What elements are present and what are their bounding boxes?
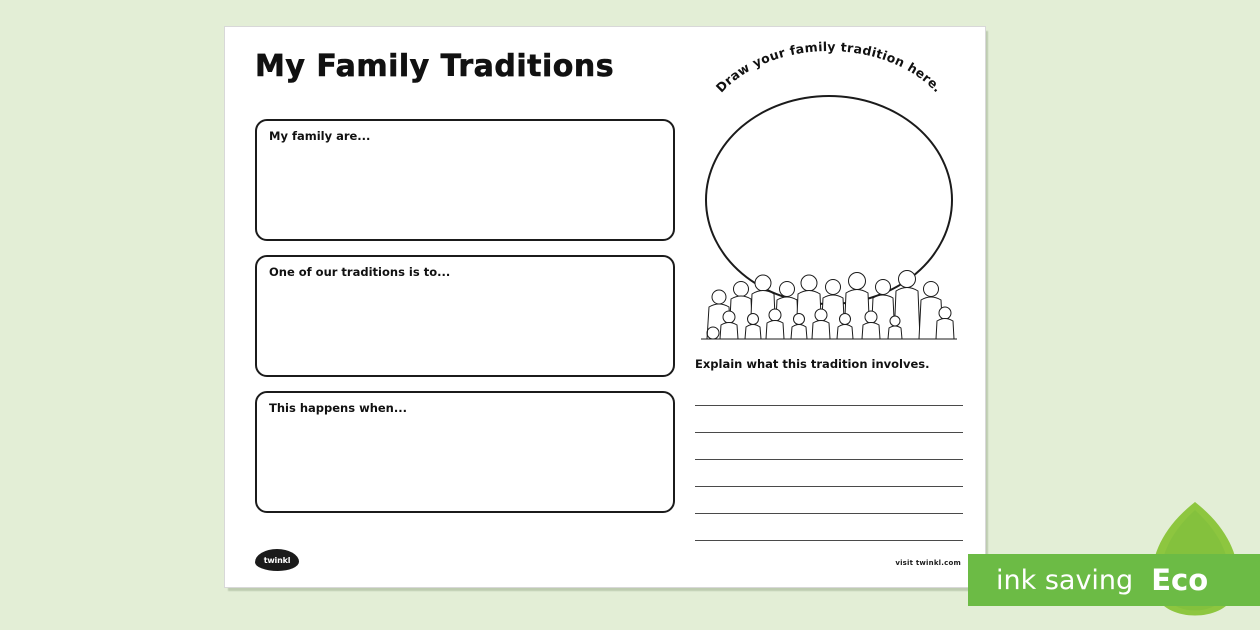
eco-badge-text: ink saving [996,564,1134,596]
answer-box-when[interactable] [255,391,675,513]
svg-text:Draw your family tradition her [713,39,946,95]
prompt-label-family: My family are... [269,129,371,143]
prompt-label-when: This happens when... [269,401,407,415]
write-line[interactable] [695,460,963,487]
write-line[interactable] [695,433,963,460]
write-line[interactable] [695,487,963,514]
write-line[interactable] [695,514,963,541]
answer-box-family[interactable] [255,119,675,241]
drawing-instruction-text: Draw your family tradition here. [712,38,946,96]
twinkl-logo [255,549,299,571]
eco-badge-word: Eco [1151,563,1209,597]
worksheet-sheet [224,26,986,588]
page-title: My Family Traditions [255,49,615,84]
answer-box-tradition[interactable] [255,255,675,377]
write-line[interactable] [695,379,963,406]
worksheet-page [224,26,984,586]
logo-text: twinkl [263,555,291,565]
explain-label: Explain what this tradition involves. [695,357,930,371]
write-line[interactable] [695,406,963,433]
prompt-label-tradition: One of our traditions is to... [269,265,451,279]
drawing-instruction-curved-text [695,38,963,147]
family-group-illustration [695,249,963,349]
writing-lines[interactable] [695,379,963,541]
footer-url: visit twinkl.com [895,559,961,567]
ink-saving-eco-badge [968,500,1260,630]
eco-bar [968,554,1260,606]
